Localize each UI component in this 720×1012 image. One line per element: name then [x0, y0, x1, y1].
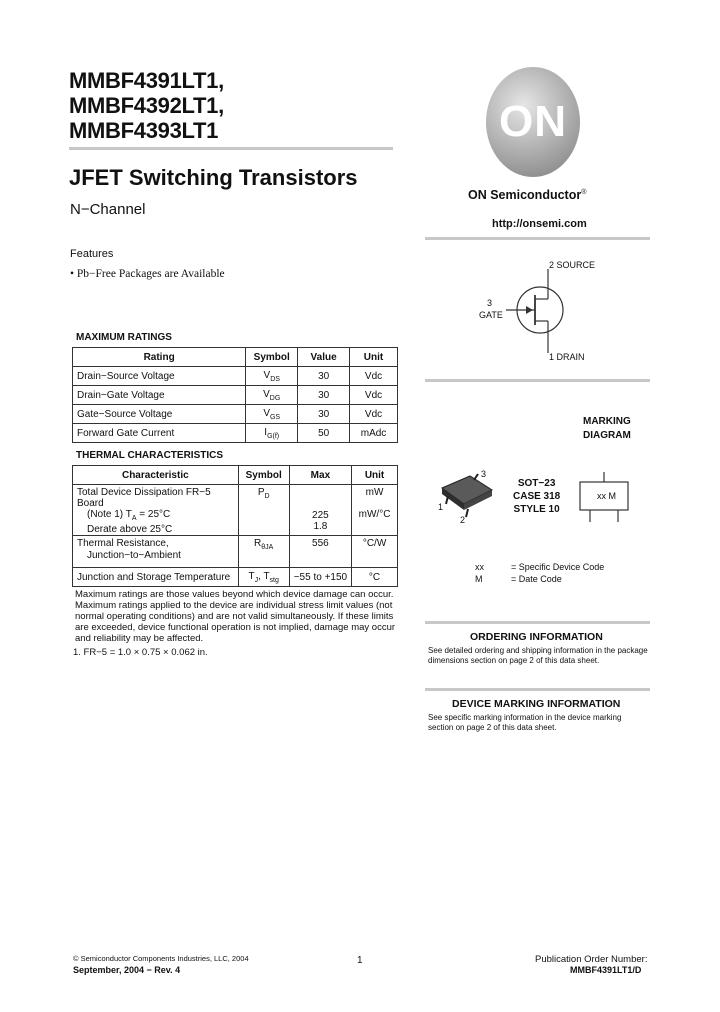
thermal-heading: THERMAL CHARACTERISTICS	[76, 450, 224, 461]
column-header: Symbol	[246, 348, 298, 367]
max-ratings-table	[72, 347, 398, 443]
page-title: JFET Switching Transistors	[69, 165, 358, 190]
right-divider-4	[425, 688, 650, 691]
characteristic-cell: Total Device Dissipation FR−5 Board (Note 1) $T_A = 25^\circ C$ Derate above 25°C	[73, 485, 239, 536]
website-link[interactable]: http://onsemi.com	[492, 218, 587, 230]
pin-2-label: 2	[460, 515, 466, 525]
part-number-1: MMBF4391LT1,	[69, 68, 224, 93]
marking-heading: MARKING DIAGRAM	[583, 416, 631, 441]
features-item: • Pb−Free Packages are Available	[70, 268, 225, 280]
pin-1-lead	[446, 496, 448, 504]
symbol-cell: $V_{DS}$	[246, 367, 298, 386]
unit-cell: °C	[352, 568, 398, 587]
unit-cell: mW mW/°C	[352, 485, 398, 536]
package-top	[442, 476, 492, 504]
table-row	[73, 568, 398, 587]
drain-label: 1 DRAIN	[549, 352, 585, 362]
max-cell: −55 to +150	[289, 568, 351, 587]
device-marking-heading: DEVICE MARKING INFORMATION	[452, 698, 621, 710]
right-divider-3	[425, 621, 650, 624]
max-cell: 225 1.8	[289, 485, 351, 536]
source-label: 2 SOURCE	[549, 260, 596, 270]
pin-3-lead	[474, 474, 478, 480]
unit-cell: Vdc	[350, 367, 398, 386]
logo-text: ON	[499, 97, 567, 146]
value-cell: 30	[298, 405, 350, 424]
unit-cell: °C/W	[352, 536, 398, 568]
publication-number: MMBF4391LT1/D	[570, 965, 642, 975]
right-divider-1	[425, 237, 650, 240]
table-row	[73, 536, 398, 568]
symbol-cell: $I_{G(f)}$	[246, 424, 298, 443]
column-header: Rating	[73, 348, 246, 367]
symbol-cell: $V_{DG}$	[246, 386, 298, 405]
pin-1-label: 1	[438, 502, 444, 512]
features-heading: Features	[70, 248, 114, 260]
on-semiconductor-logo	[486, 67, 580, 177]
package-info: SOT−23 CASE 318 STYLE 10	[513, 478, 561, 515]
sot23-package-drawing	[432, 468, 504, 524]
table-row	[73, 485, 398, 536]
footer-copyright: © Semiconductor Components Industries, LLC, 2004	[73, 954, 249, 963]
part-number-2: MMBF4392LT1,	[69, 93, 224, 118]
symbol-cell: $T_J$, $T_{stg}$	[238, 568, 289, 587]
marking-code: xx M	[597, 491, 616, 501]
gate-arrow	[526, 306, 533, 314]
column-header: Unit	[352, 466, 398, 485]
gate-label: GATE	[479, 310, 503, 320]
table-row	[73, 386, 398, 405]
ordering-heading: ORDERING INFORMATION	[470, 631, 603, 643]
characteristic-cell: Thermal Resistance, Junction−to−Ambient	[73, 536, 239, 568]
column-header: Max	[289, 466, 351, 485]
title-divider	[69, 147, 393, 150]
rating-cell: Drain−Gate Voltage	[73, 386, 246, 405]
symbol-cell: $R_{\theta JA}$	[238, 536, 289, 568]
ratings-notes: Maximum ratings are those values beyond which device damage can occur. Maximum ratings applied to the device are individual stress limit values (not normal operating conditions) and are not valid simultaneously. If these limits are exceeded, device functional operation is not implied, damage may occur and reliability may be affected.	[75, 589, 396, 644]
unit-cell: Vdc	[350, 386, 398, 405]
column-header: Value	[298, 348, 350, 367]
device-marking-text: See specific marking information in the device marking section on page 2 of this data sheet.	[428, 713, 622, 732]
unit-cell: Vdc	[350, 405, 398, 424]
rating-cell: Gate−Source Voltage	[73, 405, 246, 424]
symbol-cell: $P_D$	[238, 485, 289, 536]
value-cell: 30	[298, 367, 350, 386]
pin-3-label: 3	[481, 469, 487, 479]
unit-cell: mAdc	[350, 424, 398, 443]
value-cell: 30	[298, 386, 350, 405]
legend-key: xx	[475, 562, 484, 572]
table-header-row	[73, 466, 398, 485]
company-name: ON Semiconductor®	[468, 188, 587, 202]
gate-number: 3	[487, 298, 493, 308]
column-header: Symbol	[238, 466, 289, 485]
characteristic-cell: Junction and Storage Temperature	[73, 568, 239, 587]
page-number: 1	[357, 955, 363, 966]
legend-desc: = Date Code	[511, 574, 562, 584]
footnote: 1. FR−5 = 1.0 × 0.75 × 0.062 in.	[73, 647, 208, 658]
footer-date: September, 2004 − Rev. 4	[73, 965, 181, 975]
max-cell: 556	[289, 536, 351, 568]
right-divider-2	[425, 379, 650, 382]
rating-cell: Drain−Source Voltage	[73, 367, 246, 386]
part-number-3: MMBF4393LT1	[69, 118, 219, 143]
column-header: Unit	[350, 348, 398, 367]
ordering-text: See detailed ordering and shipping information in the package dimensions section on page 2 of this data sheet.	[428, 646, 648, 665]
legend-desc: = Specific Device Code	[511, 562, 605, 572]
table-row	[73, 367, 398, 386]
legend-key: M	[475, 574, 483, 584]
table-row	[73, 424, 398, 443]
page-subtitle: N−Channel	[70, 201, 146, 218]
column-header: Characteristic	[73, 466, 239, 485]
thermal-table	[72, 465, 398, 587]
rating-cell: Forward Gate Current	[73, 424, 246, 443]
table-row	[73, 405, 398, 424]
max-ratings-heading: MAXIMUM RATINGS	[76, 332, 172, 343]
value-cell: 50	[298, 424, 350, 443]
pin-2-lead	[466, 509, 468, 517]
table-header-row	[73, 348, 398, 367]
symbol-cell: $V_{GS}$	[246, 405, 298, 424]
publication-label: Publication Order Number:	[535, 954, 648, 965]
